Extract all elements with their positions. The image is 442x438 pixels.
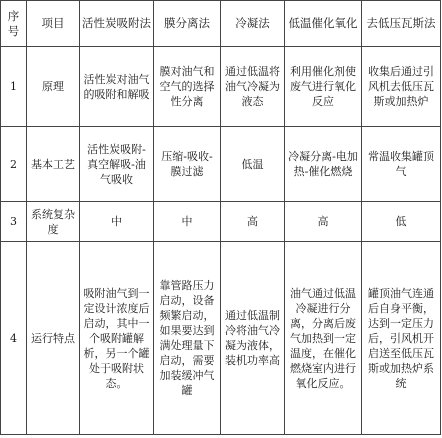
row-number: 3 xyxy=(1,202,27,242)
table-cell: 中 xyxy=(154,202,221,242)
table-cell: 利用催化剂使废气进行氧化反应 xyxy=(285,47,362,127)
header-activated-carbon: 活性炭吸附法 xyxy=(80,1,154,47)
table-row-operation xyxy=(1,242,441,435)
header-condensation: 冷凝法 xyxy=(221,1,285,47)
header-membrane: 膜分离法 xyxy=(154,1,221,47)
table-cell: 罐顶油气连通后自身平衡，达到一定压力后，引风机开启送至低压瓦斯或加热炉系统 xyxy=(362,242,441,435)
header-item: 项目 xyxy=(27,1,80,47)
table-cell: 活性炭吸附-真空解吸-油气吸收 xyxy=(80,127,154,202)
table-cell: 收集后通过引风机去低压瓦斯或加热炉 xyxy=(362,47,441,127)
header-low-pressure-gas: 去低压瓦斯法 xyxy=(362,1,441,47)
table-row-complexity xyxy=(1,202,441,242)
table-cell: 中 xyxy=(80,202,154,242)
table-cell: 通过低温将油气冷凝为液态 xyxy=(221,47,285,127)
table-cell: 高 xyxy=(221,202,285,242)
table-row-process xyxy=(1,127,441,202)
table-cell: 活性炭对油气的吸附和解吸 xyxy=(80,47,154,127)
table-cell: 低 xyxy=(362,202,441,242)
table-cell: 常温收集罐顶气 xyxy=(362,127,441,202)
table-cell: 油气通过低温冷凝进行分离，分离后废气加热到一定温度，在催化燃烧室内进行氧化反应。 xyxy=(285,242,362,435)
table-row-principle xyxy=(1,47,441,127)
row-number: 1 xyxy=(1,47,27,127)
row-item: 原理 xyxy=(27,47,80,127)
row-item: 基本工艺 xyxy=(27,127,80,202)
row-item: 运行特点 xyxy=(27,242,80,435)
row-number: 4 xyxy=(1,242,27,435)
table-cell: 高 xyxy=(285,202,362,242)
table-cell: 吸附油气到一定设计浓度后启动，其中一个吸附罐解析，另一个罐处于吸附状态。 xyxy=(80,242,154,435)
table-cell: 通过低温制冷将油气冷凝为液体，装机功率高 xyxy=(221,242,285,435)
table-cell: 靠管路压力启动，设备频繁启动，如果要达到满处理量下启动，需要加装缓冲气罐 xyxy=(154,242,221,435)
header-row xyxy=(1,1,441,47)
row-item: 系统复杂度 xyxy=(27,202,80,242)
header-no: 序号 xyxy=(1,1,27,47)
table-cell: 低温 xyxy=(221,127,285,202)
row-number: 2 xyxy=(1,127,27,202)
table-cell: 压缩-吸收-膜过滤 xyxy=(154,127,221,202)
table-cell: 膜对油气和空气的选择性分离 xyxy=(154,47,221,127)
header-catalytic-oxidation: 低温催化氧化 xyxy=(285,1,362,47)
table-cell: 冷凝分离-电加热-催化燃烧 xyxy=(285,127,362,202)
